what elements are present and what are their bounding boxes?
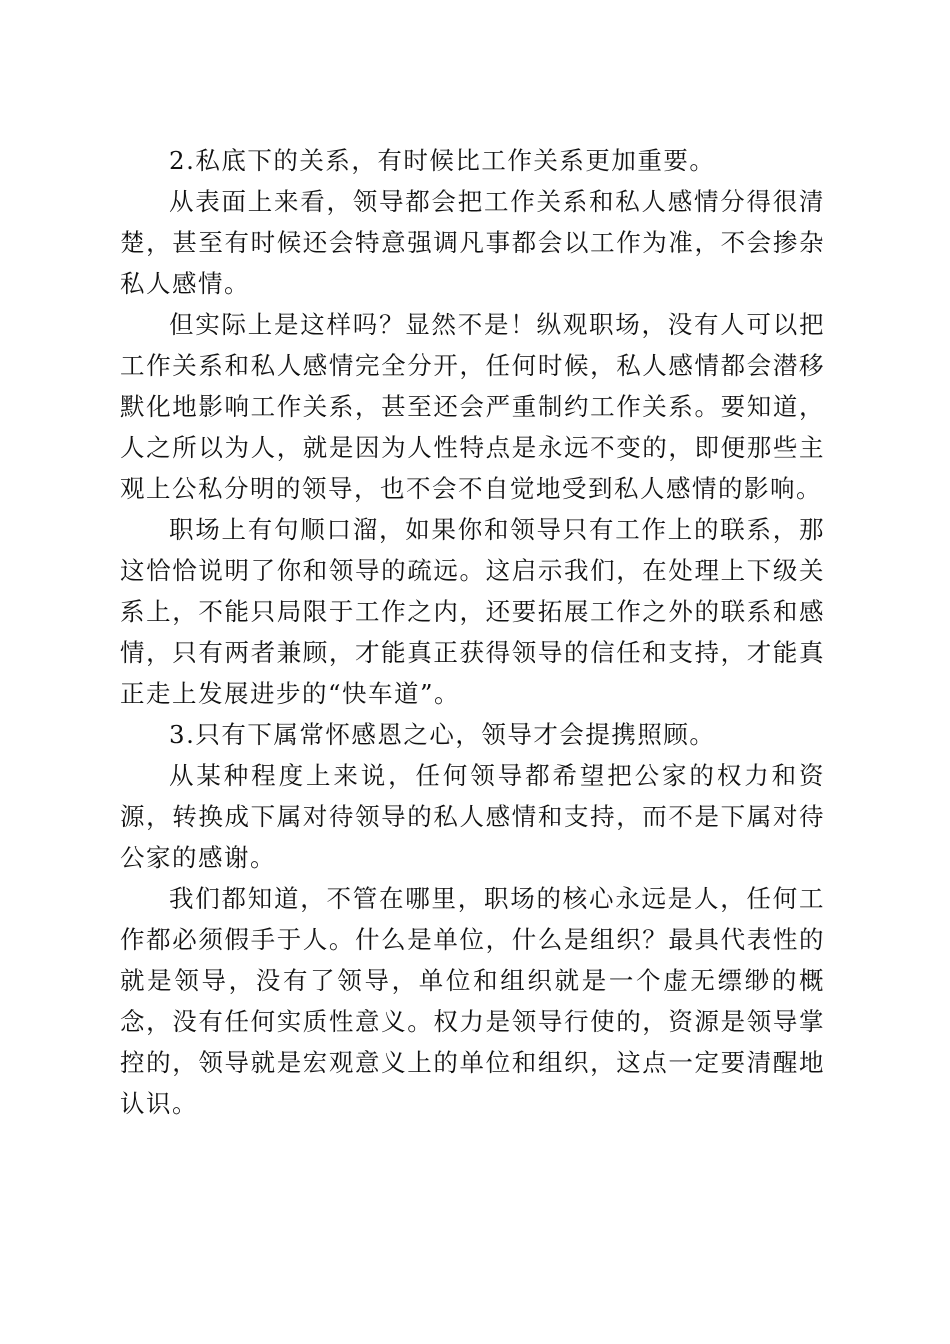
paragraph: 我们都知道，不管在哪里，职场的核心永远是人，任何工作都必须假手于人。什么是单位，什么是组织？最具代表性的就是领导，没有了领导，单位和组织就是一个虚无缥缈的概念，没有任何实质性意义。权力是领导行使的，资源是领导掌控的，领导就是宏观意义上的单位和组织，这点一定要清醒地认识。 bbox=[120, 884, 825, 1118]
section-heading-3: 3.只有下属常怀感恩之心，领导才会提携照顾。 bbox=[169, 720, 716, 749]
paragraph: 但实际上是这样吗？显然不是！纵观职场，没有人可以把工作关系和私人感情完全分开，任何时候，私人感情都会潜移默化地影响工作关系，甚至还会严重制约工作关系。要知道，人之所以为人，就是因为人性特点是永远不变的，即便那些主观上公私分明的领导，也不会不自觉地受到私人感情的影响。 bbox=[120, 310, 825, 503]
paragraph: 职场上有句顺口溜，如果你和领导只有工作上的联系，那这恰恰说明了你和领导的疏远。这启示我们，在处理上下级关系上，不能只局限于工作之内，还要拓展工作之外的联系和感情，只有两者兼顾，才能真正获得领导的信任和支持，才能真正走上发展进步的“快车道”。 bbox=[120, 515, 825, 708]
document-body bbox=[120, 140, 825, 1124]
paragraph: 从表面上来看，领导都会把工作关系和私人感情分得很清楚，甚至有时候还会特意强调凡事都会以工作为准，不会掺杂私人感情。 bbox=[120, 187, 825, 298]
section-heading-2: 2.私底下的关系，有时候比工作关系更加重要。 bbox=[169, 146, 716, 175]
paragraph: 从某种程度上来说，任何领导都希望把公家的权力和资源，转换成下属对待领导的私人感情和支持，而不是下属对待公家的感谢。 bbox=[120, 761, 825, 872]
